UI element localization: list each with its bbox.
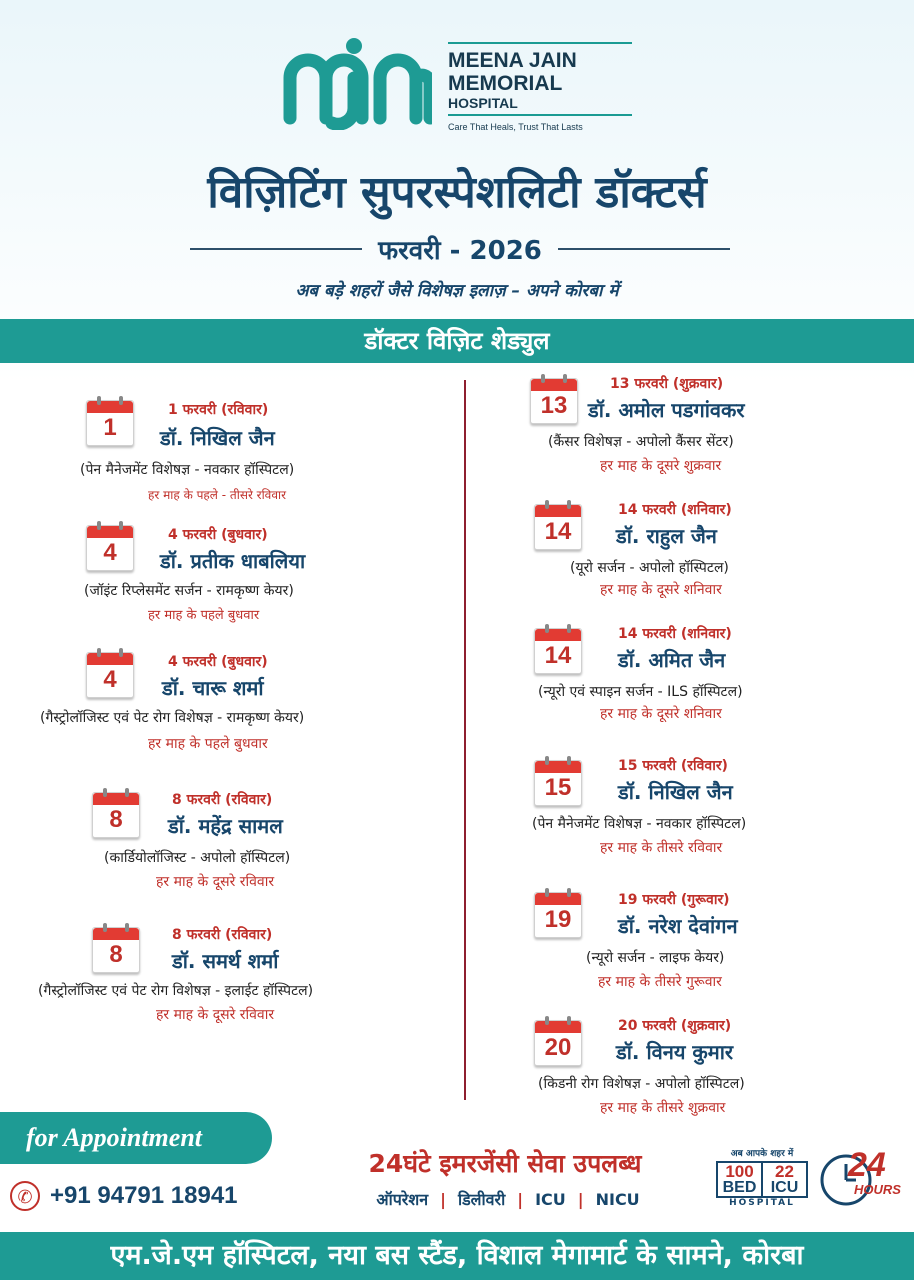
- doctor-specialty: (गैस्ट्रोलॉजिस्ट एवं पेट रोग विशेषज्ञ - इलाईट हॉस्पिटल): [38, 983, 314, 999]
- service-item: ऑपरेशन: [376, 1190, 429, 1209]
- doctor-name: डॉ. राहुल जैन: [616, 524, 717, 548]
- visit-frequency: हर माह के दूसरे रविवार: [156, 1007, 275, 1023]
- visit-frequency: हर माह के तीसरे रविवार: [600, 840, 723, 856]
- month-label: फरवरी - 2026: [378, 236, 542, 266]
- calendar-icon: [86, 525, 134, 571]
- doctor-name: डॉ. समर्थ शर्मा: [172, 949, 279, 973]
- visit-date: 8 फरवरी (रविवार): [172, 792, 273, 808]
- calendar-icon: [534, 628, 582, 674]
- month-rule-left: [190, 248, 362, 250]
- visit-date: 14 फरवरी (शनिवार): [618, 626, 732, 642]
- service-item: ICU: [535, 1189, 566, 1209]
- brand-rule-bottom: [448, 114, 632, 116]
- icu-label: ICU: [770, 1179, 799, 1196]
- brand-name-line1: MEENA JAIN: [448, 49, 577, 72]
- calendar-icon: [86, 652, 134, 698]
- calendar-day: 14: [544, 518, 572, 545]
- calendar-icon: [530, 378, 578, 424]
- schedule-entry: [10, 923, 450, 1033]
- phone-row[interactable]: [10, 1178, 238, 1214]
- calendar-icon: [534, 1020, 582, 1066]
- calendar-day: 8: [109, 941, 123, 968]
- calendar-icon: [86, 400, 134, 446]
- doctor-name: डॉ. अमोल पडगांवकर: [588, 398, 745, 422]
- service-separator: |: [577, 1189, 584, 1209]
- bed-badge-box: [716, 1161, 808, 1198]
- schedule-entry: [10, 398, 450, 508]
- visit-date: 13 फरवरी (शुक्रवार): [610, 376, 724, 392]
- doctor-specialty: (कैंसर विशेषज्ञ - अपोलो कैंसर सेंटर): [548, 434, 734, 450]
- visit-date: 15 फरवरी (रविवार): [618, 758, 728, 774]
- address-bar: एम.जे.एम हॉस्पिटल, नया बस स्टैंड, विशाल मेगामार्ट के सामने, कोरबा: [0, 1232, 914, 1280]
- calendar-day: 19: [544, 906, 572, 933]
- calendar-day: 13: [540, 392, 568, 419]
- phone-number[interactable]: +91 94791 18941: [50, 1182, 238, 1209]
- icu-count: 22: [775, 1162, 794, 1181]
- visit-date: 20 फरवरी (शुक्रवार): [618, 1018, 732, 1034]
- doctor-specialty: (न्यूरो सर्जन - लाइफ केयर): [586, 950, 725, 966]
- visit-date: 8 फरवरी (रविवार): [172, 927, 273, 943]
- services-list: [338, 1188, 678, 1210]
- bed-label: BED: [722, 1179, 757, 1196]
- hours-label: HOURS: [854, 1182, 901, 1197]
- doctor-specialty: (किडनी रोग विशेषज्ञ - अपोलो हॉस्पिटल): [538, 1076, 745, 1092]
- emergency-heading: 24घंटे इमरजेंसी सेवा उपलब्ध: [368, 1149, 642, 1178]
- visit-frequency: हर माह के पहले बुधवार: [148, 736, 268, 752]
- calendar-day: 1: [103, 414, 117, 441]
- mjm-logo-icon: [282, 30, 432, 130]
- schedule-entry: [470, 624, 910, 734]
- calendar-day: 4: [103, 539, 117, 566]
- schedule-entry: [10, 788, 450, 898]
- doctor-name: डॉ. अमित जैन: [618, 648, 726, 672]
- doctor-name: डॉ. चारू शर्मा: [162, 676, 264, 700]
- brand-tagline: Care That Heals, Trust That Lasts: [448, 122, 583, 132]
- column-divider: [464, 380, 466, 1100]
- brand-block: [448, 42, 638, 132]
- doctor-specialty: (जॉइंट रिप्लेसमेंट सर्जन - रामकृष्ण केयर): [84, 583, 294, 599]
- visit-frequency: हर माह के पहले बुधवार: [148, 608, 260, 623]
- phone-icon: ✆: [10, 1181, 40, 1211]
- visit-frequency: हर माह के दूसरे शनिवार: [600, 582, 722, 598]
- brand-rule-top: [448, 42, 632, 44]
- schedule-entry: [470, 500, 910, 610]
- month-row: [190, 232, 730, 266]
- bed-badge-bottom: HOSPITAL: [729, 1198, 795, 1208]
- schedule-entry: [10, 523, 450, 633]
- schedule-entry: [470, 374, 910, 484]
- visit-frequency: हर माह के तीसरे शुक्रवार: [600, 1100, 726, 1116]
- bed-badge-top: अब आपके शहर में: [730, 1149, 794, 1159]
- appointment-label: for Appointment: [0, 1112, 272, 1164]
- bed-count-cell: [718, 1163, 763, 1196]
- schedule-band: डॉक्टर विज़िट शेड्युल: [0, 319, 914, 363]
- month-rule-right: [558, 248, 730, 250]
- calendar-day: 4: [103, 666, 117, 693]
- doctor-specialty: (यूरो सर्जन - अपोलो हॉस्पिटल): [570, 560, 729, 576]
- visit-date: 4 फरवरी (बुधवार): [168, 654, 268, 670]
- doctor-name: डॉ. निखिल जैन: [160, 426, 275, 450]
- calendar-icon: [534, 504, 582, 550]
- schedule-entry: [10, 650, 450, 760]
- calendar-icon: [534, 760, 582, 806]
- visit-frequency: हर माह के दूसरे रविवार: [156, 874, 275, 890]
- doctor-specialty: (पेन मैनेजमेंट विशेषज्ञ - नवकार हॉस्पिटल): [532, 816, 747, 832]
- service-separator: |: [440, 1189, 446, 1209]
- service-item: NICU: [595, 1189, 640, 1209]
- calendar-day: 15: [544, 774, 572, 801]
- 24-hours-badge: [818, 1146, 910, 1210]
- visit-date: 4 फरवरी (बुधवार): [168, 527, 268, 543]
- schedule-entry: [470, 1016, 910, 1126]
- visit-frequency: हर माह के पहले - तीसरे रविवार: [148, 488, 287, 502]
- doctor-specialty: (गैस्ट्रोलॉजिस्ट एवं पेट रोग विशेषज्ञ - रामकृष्ण केयर): [40, 710, 305, 726]
- doctor-name: डॉ. निखिल जैन: [618, 780, 733, 804]
- service-item: डिलीवरी: [457, 1190, 506, 1209]
- schedule-entry: [470, 756, 910, 866]
- page-title: विज़िटिंग सुपरस्पेशलिटी डॉक्टर्स: [207, 167, 707, 218]
- calendar-day: 14: [544, 642, 572, 669]
- doctor-specialty: (न्यूरो एवं स्पाइन सर्जन - ILS हॉस्पिटल): [538, 684, 743, 700]
- hours-number: 24: [848, 1146, 886, 1184]
- calendar-icon: [534, 892, 582, 938]
- doctor-specialty: (कार्डियोलॉजिस्ट - अपोलो हॉस्पिटल): [104, 850, 291, 866]
- icu-count-cell: [763, 1163, 806, 1196]
- doctor-name: डॉ. महेंद्र सामल: [168, 814, 283, 838]
- visit-date: 14 फरवरी (शनिवार): [618, 502, 732, 518]
- service-separator: |: [517, 1189, 524, 1209]
- visit-frequency: हर माह के दूसरे शनिवार: [600, 706, 722, 722]
- doctor-name: डॉ. नरेश देवांगन: [618, 914, 738, 938]
- bed-count: 100: [725, 1162, 754, 1181]
- visit-frequency: हर माह के दूसरे शुक्रवार: [600, 458, 722, 474]
- doctor-name: डॉ. प्रतीक धाबलिया: [160, 549, 306, 573]
- calendar-icon: [92, 927, 140, 973]
- visit-date: 19 फरवरी (गुरूवार): [618, 892, 730, 908]
- header-tagline: अब बड़े शहरों जैसे विशेषज्ञ इलाज़ – अपने कोरबा में: [295, 281, 619, 301]
- brand-name-line2: MEMORIAL: [448, 72, 563, 95]
- calendar-day: 20: [544, 1034, 572, 1061]
- bed-icu-badge: [716, 1146, 808, 1210]
- schedule-entry: [470, 888, 910, 998]
- calendar-day: 8: [109, 806, 123, 833]
- visit-frequency: हर माह के तीसरे गुरूवार: [598, 974, 722, 990]
- visit-date: 1 फरवरी (रविवार): [168, 402, 269, 418]
- brand-name-line3: HOSPITAL: [448, 95, 518, 111]
- doctor-specialty: (पेन मैनेजमेंट विशेषज्ञ - नवकार हॉस्पिटल): [80, 462, 295, 478]
- doctor-name: डॉ. विनय कुमार: [616, 1040, 734, 1064]
- calendar-icon: [92, 792, 140, 838]
